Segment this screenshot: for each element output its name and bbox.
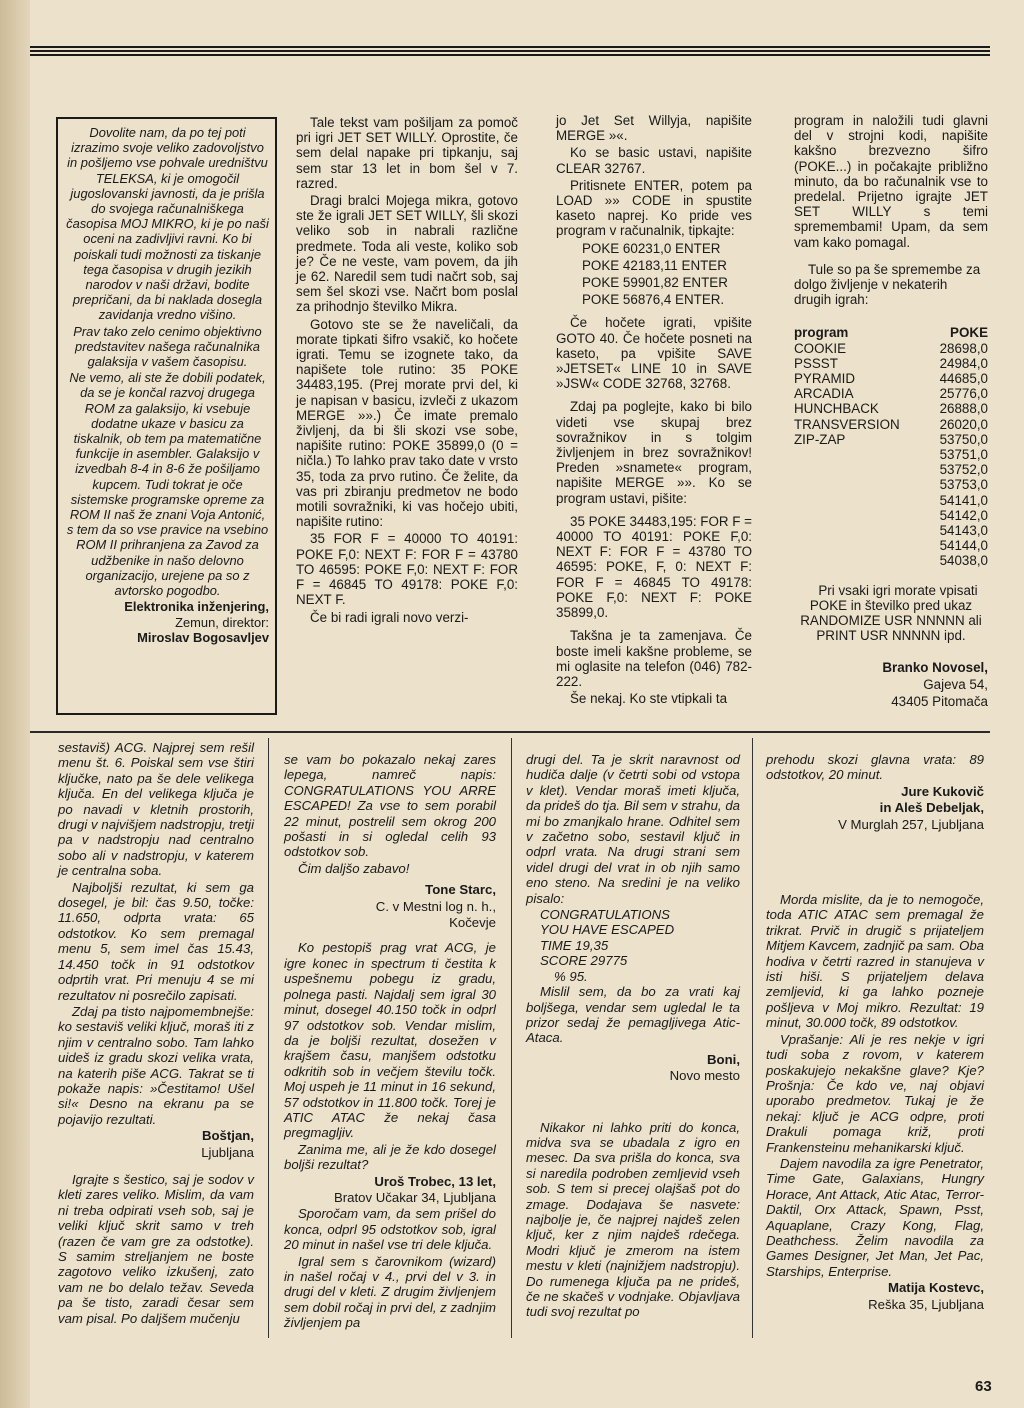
poke-cell: 54038,0	[939, 553, 988, 569]
paragraph: Dajem navodila za igre Penetrator, Time Gate, Galaxians, Hungry Horace, Ant Attack, Atic Atac, Terror-Daktil, Orx Attack, Spawn, Psst, Aquaplane, Crazy Kong, Flag, Deathchess. Želim navodila za Games Designer, Jet Man, Jet Pac, Starships, Enterprise.	[766, 1155, 984, 1279]
paragraph: Ko pestopiš prag vrat ACG, je igre konec in spectrum ti čestita k uspešnemu pobegu iz gradu, polnega pasti. Najdalj sem igral 30 minut, dosegel 40.150 točk in odprl 97 odstotkov sob. Vendar mislim, da je boljši rezultat, dosežen v krajšem času, manjšem odstotku odkritih sob in večjem številu točk. Moj uspeh je 11 minut in 16 sekund, 57 odstotkov in 11.800 točk. Torej je ATIC ATAC že nekaj časa pregmagljiv.	[284, 940, 496, 1141]
poke-cell: 54144,0	[939, 538, 988, 554]
paragraph: jo Jet Set Willyja, napišite MERGE »«.	[556, 113, 752, 144]
program-cell: PYRAMID	[794, 371, 856, 387]
poke-table	[794, 325, 988, 568]
box-org: Elektronika inženjering,	[124, 599, 269, 615]
poke-table-body	[794, 341, 988, 569]
signature-place: Ljubljana	[201, 1144, 254, 1160]
poke-cell: 44685,0	[939, 371, 988, 387]
box-person: Miroslav Bogosavljev	[137, 629, 269, 645]
paragraph: Tule so pa še spremembe za dolgo življenje v nekaterih drugih igrah:	[794, 261, 981, 308]
lower-column-4	[766, 752, 984, 1313]
paragraph: Igrajte s šestico, saj je sodov v kleti zares veliko. Mislim, da vam ni treba odpirati vseh sob, saj je veliki ključ skrit samo v treh (razen če vam gre za odstotke). S samim streljanjem ne boste zagotovo veliko izkušenj, zato vam ne bo delalo težav. Seveda pa še tisto, zaradi česar sem vam pisal. Po daljšem mučenju	[58, 1171, 254, 1326]
program-cell: PSSST	[794, 355, 838, 371]
box-letter	[56, 117, 277, 715]
paragraph: Zanima me, ali je že kdo dosegel boljši rezultat?	[284, 1141, 496, 1173]
program-cell: HUNCHBACK	[794, 401, 879, 417]
paragraph: Še nekaj. Ko ste vtipkali ta	[570, 691, 728, 707]
paragraph: Mislil sem, da bo za vrati kaj boljšega, vendar sem ugledal le ta prizor sedaj že pemagljivega Atic-Ataca.	[526, 984, 740, 1046]
paragraph: Če bi radi igrali novo verzi-	[310, 609, 469, 625]
signature: Matija Kostevc,	[887, 1280, 984, 1296]
paragraph: Igral sem s čarovnikom (wizard) in našel ročaj v 4., prvi del v 3. in drugi del v kleti. Z drugim življenjem sem dobil ročaj in prvi del, z zadnjim življenjem pa	[284, 1253, 496, 1331]
column-rule	[752, 738, 753, 1338]
table-row	[794, 553, 988, 568]
signature-place: Kočevje	[449, 915, 496, 931]
paragraph: Tale tekst vam pošiljam za pomoč pri igri JET SET WILLY. Oprostite, če sem delal napake pri tipkanju, saj sem star 13 let in bom šel v 7. razred.	[296, 115, 518, 191]
section-divider	[30, 731, 990, 733]
program-cell	[794, 508, 927, 523]
column-4	[794, 113, 988, 711]
table-row	[794, 477, 988, 492]
poke-cell: 25776,0	[939, 386, 988, 402]
paragraph: prehodu skozi glavna vrata: 89 odstotkov, 20 minut.	[766, 752, 984, 783]
lower-column-3	[526, 752, 740, 1321]
program-cell: COOKIE	[794, 340, 847, 356]
table-row	[794, 386, 988, 401]
program-cell	[794, 477, 927, 492]
table-row	[794, 371, 988, 386]
paragraph: program in naložili tudi glavni del v strojni kodi, napišite kakšno brezvezno šifro (POKE...) in počakajte približno minuto, da bo računalnik vse to predelal. Prijetno igrajte JET SET WILLY s temi spremembami! Upam, da sem vam kako pomagal.	[794, 113, 988, 250]
header-poke: POKE	[950, 325, 988, 341]
binding-gutter	[0, 0, 30, 1408]
program-cell	[794, 447, 927, 462]
paragraph: Dragi bralci Mojega mikra, gotovo ste že igrali JET SET WILLY, šli skozi veliko sob in nabrali različne predmete. Toda ali veste, koliko sob je? Če ne veste, vam povem, da jih je 62. Naredil sem tudi načrt sob, saj sem šel skozi vse. Načrt bom poslal za prihodnjo številko Mikra.	[296, 193, 518, 315]
paragraph: Vprašanje: Ali je res nekje v igri tudi soba z rovom, v katerem poskakujejo nekakšne glave? Kje? Prošnja: Če kdo ve, naj objavi uporabo predmetov. Tukaj je že nekaj: ključ je ACG odpre, proti Drakuli pomaga križ, proti Frankensteinu mehanikarski ključ.	[766, 1031, 984, 1155]
paragraph: Če hočete igrati, vpišite GOTO 40. Če hočete posneti na kaseto, pa vpišite SAVE »JETSET« LINE 10 in SAVE »JSW« CODE 32768, 32768.	[556, 315, 752, 392]
poke-line: POKE 60231,0 ENTER	[582, 240, 721, 256]
paragraph: Zdaj pa poglejte, kako bi bilo videti vse skupaj brez sovražnikov in s tolgim življenjem in brez sovražnikov! Preden »snamete« program, napišite MERGE »». Ko se program ustavi, pišite:	[556, 399, 752, 506]
table-row	[794, 462, 988, 477]
program-cell	[794, 538, 927, 553]
box-paragraph: Dovolite nam, da po tej poti izrazimo svoje veliko zadovoljstvo in pošljemo vse pohvale uredništvu TELEKSA, ki je omogočil jugoslovanski javnosti, da je prišla do svojega računalniškega časopisa MOJ MIKRO, ki je po naši oceni na zadivljivi ravni. Ko bi poiskali tudi možnosti za tiskanje tega časopisa v drugih jezikih narodov v naši državi, bodite prepričani, da bi naklada dosegla zavidanja vredno višino.	[66, 125, 269, 323]
table-row	[794, 356, 988, 371]
paragraph: Sporočam vam, da sem prišel do konca, odprl 95 odstotkov sob, igral 20 minut in našel vse tri dele ključa.	[284, 1206, 496, 1253]
congrats-block	[526, 907, 740, 984]
table-row	[794, 341, 988, 356]
signature-address: Gajeva 54,	[923, 676, 988, 692]
congrats-line: % 95.	[554, 968, 588, 984]
poke-cell: 53752,0	[939, 462, 988, 478]
signature-place: Novo mesto	[669, 1068, 740, 1084]
header-program: program	[794, 325, 849, 341]
signature-address: Bratov Učakar 34, Ljubljana	[333, 1189, 496, 1205]
signature-address: Reška 35, Ljubljana	[868, 1296, 984, 1312]
program-cell	[794, 523, 927, 538]
lower-column-2	[284, 752, 496, 1332]
poke-cell: 24984,0	[939, 355, 988, 371]
header-rule	[30, 46, 990, 58]
signature-address: 43405 Pitomača	[891, 693, 988, 709]
poke-cell: 53750,0	[939, 431, 988, 447]
signature: Uroš Trobec, 13 let,	[374, 1173, 496, 1189]
paragraph: Pritisnete ENTER, potem pa LOAD »» CODE in spustite kaseto naprej. Ko pride ves program v računalnik, tipkajte:	[556, 177, 752, 239]
column-rule	[268, 738, 269, 1338]
signature: in Aleš Debeljak,	[879, 800, 984, 816]
page-number: 63	[975, 1378, 992, 1395]
paragraph: 35 FOR F = 40000 TO 40191: POKE F,0: NEXT F: FOR F = 43780 TO 46595: POKE F,0: NEXT F: FOR F = 46845 TO 49178: POKE F,0: NEXT F.	[296, 531, 518, 608]
table-row	[794, 538, 988, 553]
paragraph: Takšna je ta zamenjava. Če boste imeli kakšne probleme, se mi oglasite na telefon (046) 782-222.	[556, 628, 752, 689]
table-header	[794, 325, 988, 340]
paragraph: 35 POKE 34483,195: FOR F = 40000 TO 40191: POKE F,0: NEXT F: FOR F = 43780 TO 46595: POKE, F, 0: NEXT F: FOR F = 46845 TO 49178: POKE F,0: NEXT F: POKE 35899,0.	[556, 513, 752, 621]
table-row	[794, 493, 988, 508]
signature: Branko Novosel,	[882, 659, 988, 675]
signature-address: C. v Mestni log n. h.,	[375, 898, 496, 914]
signature: Tone Starc,	[425, 882, 496, 898]
congrats-line: YOU HAVE ESCAPED	[540, 922, 675, 938]
program-cell	[794, 553, 927, 568]
poke-line: POKE 42183,11 ENTER	[582, 257, 727, 273]
column-rule	[511, 738, 512, 1338]
box-paragraph: Prav tako zelo cenimo objektivno predstavitev našega računalnika galaksija v vašem časopisu.	[73, 323, 262, 370]
signature: Boštjan,	[201, 1128, 254, 1144]
table-row	[794, 447, 988, 462]
paragraph: Zdaj pa tisto najpomembnejše: ko sestaviš veliki ključ, moraš iti z njim v centralno sobo. Tam lahko uideš iz gradu skozi velika vrata, na katerih piše ACG. Takrat se ti pokaže napis: »Čestitamo! Ušel si!« Desno na ekranu pa se pojavijo rezultati.	[58, 1003, 254, 1127]
box-place: Zemun, direktor:	[175, 614, 269, 630]
table-row	[794, 401, 988, 416]
program-cell	[794, 493, 927, 508]
program-cell	[794, 462, 927, 477]
signature: Boni,	[707, 1051, 740, 1067]
column-2	[296, 115, 518, 627]
table-row	[794, 417, 988, 432]
program-cell: ZIP-ZAP	[794, 431, 846, 447]
poke-cell: 26888,0	[939, 401, 988, 417]
congrats-line: SCORE 29775	[540, 953, 628, 969]
table-row	[794, 508, 988, 523]
paragraph: Najboljši rezultat, ki sem ga dosegel, je bil: čas 9.50, točke: 11.650, odprta vrata: 65 odstotkov. Ko sem premagal menu 5, sem imel čas 15.43, 14.450 točk in 91 odstotkov odprtih vrat. Pri menuju 4 se mi rezultatov ni posrečilo zapisati.	[58, 879, 254, 1003]
poke-cell: 54143,0	[939, 523, 988, 539]
paragraph: sestaviš) ACG. Najprej sem rešil menu št. 6. Poiskal sem vse štiri ključke, nato pa še dele velikega ključa. En del velikega ključa je po navadi v kletnih prostorih, drugi v najvišjem nadstropju, tretji pa v nadstropju nad centralno sobo ali v nadstropju, v katerem je centralna soba.	[58, 740, 254, 879]
signature-address: V Murglah 257, Ljubljana	[838, 816, 984, 832]
paragraph: Pri vsaki igri morate vpisati POKE in številko pred ukaz RANDOMIZE USR NNNNN ali PRINT USR NNNNN ipd.	[800, 582, 982, 644]
poke-cell: 28698,0	[939, 340, 988, 356]
poke-cell: 53751,0	[939, 447, 988, 463]
paragraph: se vam bo pokazalo nekaj zares lepega, namreč napis: CONGRATULATIONS YOU ARRE ESCAPED! Za vse to sem porabil 22 minut, postrelil sem okrog 200 pošasti in si ogledal celih 93 odstotkov sob.	[284, 752, 496, 860]
poke-cell: 54142,0	[939, 507, 988, 523]
program-cell: TRANSVERSION	[794, 416, 900, 432]
table-row	[794, 432, 988, 447]
congrats-line: TIME 19,35	[540, 937, 609, 953]
paragraph: Morda mislite, da je to nemogoče, toda ATIC ATAC sem premagal že trikrat. Prvič in drugič s prijateljem Mitjem Kavcem, zadnjič pa sam. Oba hodiva v četrti razred in stanujeva v isti hiši. S prijateljem delava zemljevid, ki ga lahko pozneje pošljeva v Moj mikro. Rezultat: 19 minut, 30.000 točk, 89 odstotkov.	[766, 892, 984, 1031]
poke-cell: 53753,0	[939, 477, 988, 493]
table-row	[794, 523, 988, 538]
lower-column-1	[58, 740, 254, 1327]
poke-line: POKE 59901,82 ENTER	[582, 275, 728, 291]
paragraph: Gotovo ste se že naveličali, da morate tipkati šifro vsakič, ko hočete igrati. Temu se izognete tako, da napišete tole rutino: 35 POKE 34483,195. (Prej morate prvi del, ki je napisan v basicu, izvleči z ukazom MERGE »».) Če imate premalo življenj, da bi šli skozi vse sobe, napišite rutino: POKE 35899,0 (0 = ničla.) To lahko prav tako date v vrsto 35, toda za prvo rutino. Če želite, da vas pri zbiranju predmetov ne bodo motili sovražniki, ki vas hočejo ubiti, napišite rutino:	[296, 316, 518, 530]
paragraph: Čim daljšo zabavo!	[298, 860, 410, 876]
paragraph: Nikakor ni lahko priti do konca, midva sva se ubadala z igro en mesec. Da sva prišla do konca, sva si naredila podroben zemljevid vseh sob. S tem si precej olajšaš pot do zmage. Dodajava še nasvete: najbolje je, če najprej najdeš zelen ključ, ker z njim najdeš rdečega. Modri ključ je zmerom na istem mestu v kleti (najnižjem nadstropju). Do rumenega ključa pa ne prideš, če ne skačeš v vodnjake. Objavljava tudi svoj rezultat po	[526, 1119, 740, 1320]
paragraph: Ko se basic ustavi, napišite CLEAR 32767.	[556, 145, 752, 176]
signature: Jure Kukovič	[901, 783, 984, 799]
poke-cell: 54141,0	[939, 492, 988, 508]
paragraph: drugi del. Ta je skrit naravnost od hudiča dalje (v četrti sobi od vstopa v klet). Vendar moraš imeti ključa, da prideš do tja. Bil sem v strahu, da mi bo zmanjkalo hrane. Odhitel sem v začetno sobo, sestavil ključ in odprl vrata. Na drugi strani sem videl drugi del vrat in ob njih samo eno steno. Na sredini je na veliko pisalo:	[526, 752, 740, 906]
poke-line: POKE 56876,4 ENTER.	[582, 292, 725, 308]
column-3	[556, 113, 752, 708]
box-paragraph: Ne vemo, ali ste že dobili podatek, da se je končal razvoj drugega ROM za galaksijo, ki vsebuje dodatne ukaze v basicu za tiskalnik, ob tem pa matematične funkcije in asembler. Galaksijo v izvedbah 8-4 in 8-6 že pošiljamo kupcem. Tudi tokrat je oče sistemske programske opreme za ROM II naš že znani Voja Antonić, s tem da so vse pravice na vsebino ROM II prihranjena za Zavod za udžbenike in našo delovno organizacijo, urejene pa so z avtorsko pogodbo.	[66, 370, 269, 599]
program-cell: ARCADIA	[794, 386, 854, 402]
poke-cell: 26020,0	[939, 416, 988, 432]
congrats-line: CONGRATULATIONS	[540, 907, 670, 923]
